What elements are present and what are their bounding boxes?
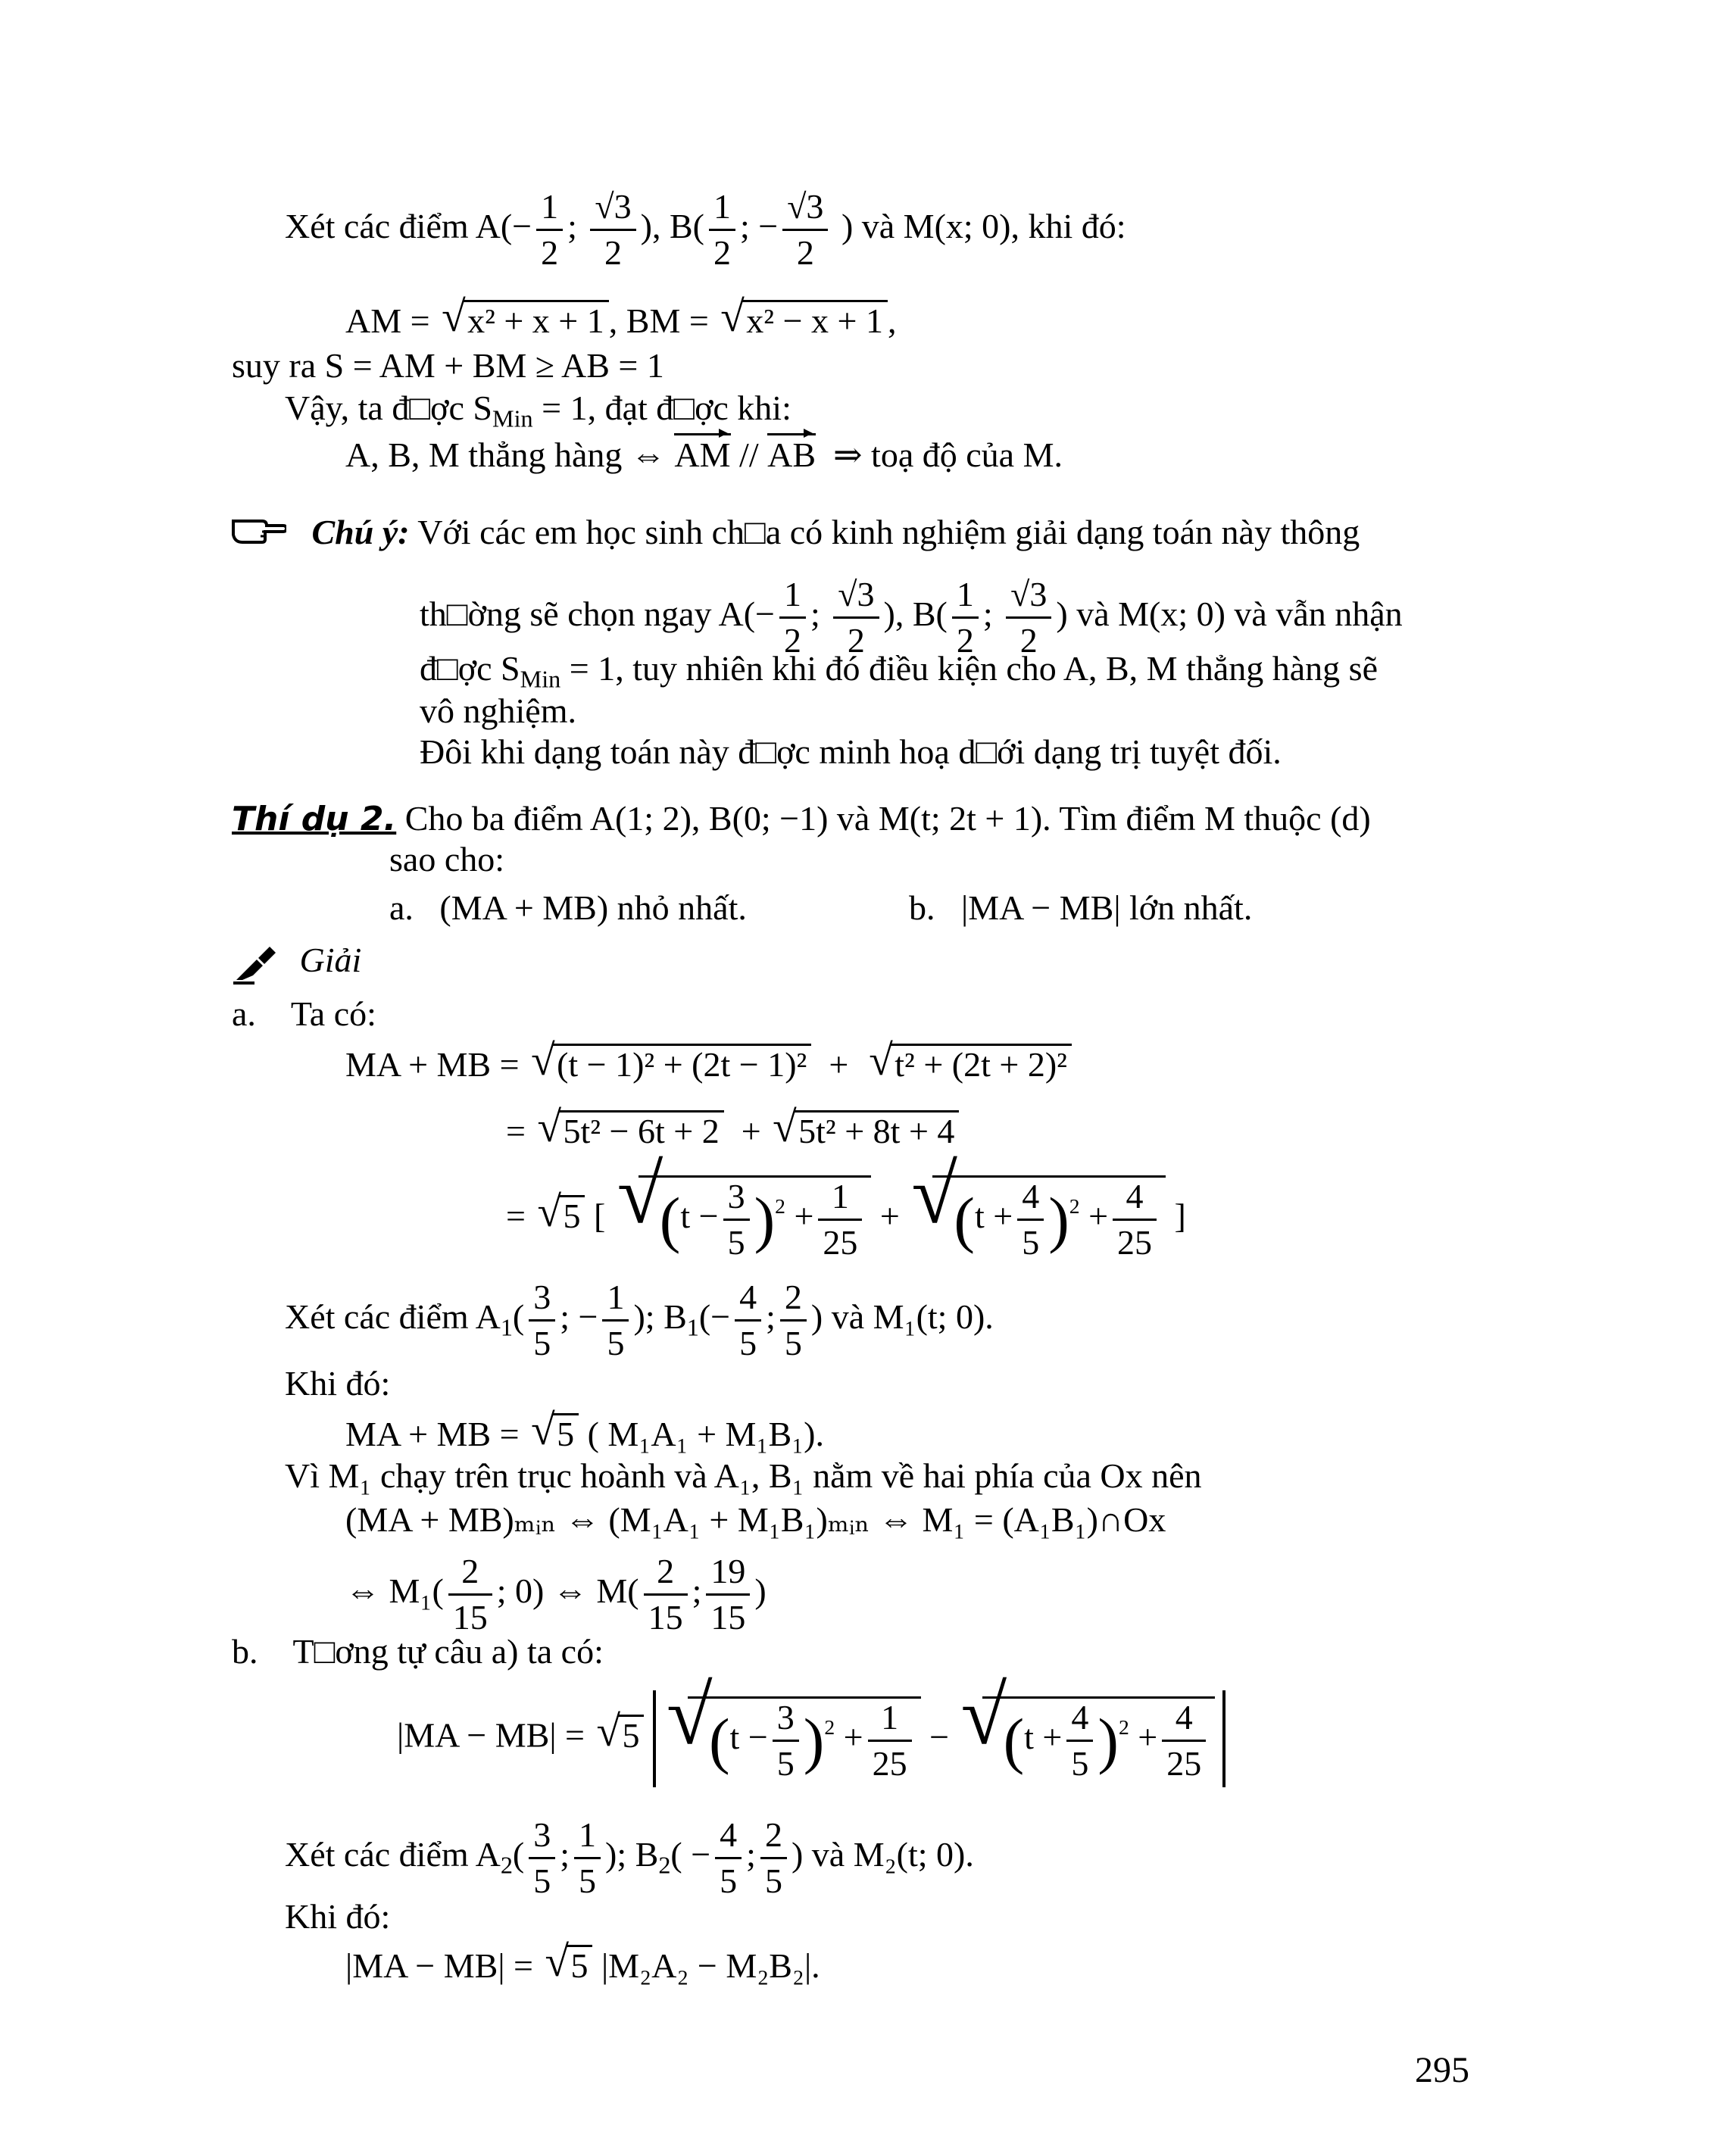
equation-8: |MA − MB| = √ 5 |M₂A₂ − M₂B₂|. — [345, 1938, 820, 1986]
example2-options: a. (MA + MB) nhỏ nhất. — [389, 888, 747, 927]
example2-line2: sao cho: — [389, 840, 505, 878]
fraction: $\frac{1}{5}$ — [602, 1280, 629, 1361]
equation-3: = √ 5 [ √ (t − $\frac{3}{5}$ )$^2$ + $\frac{1}{25}$ + √ (t + $\frac{4}{5}$ )$^2$ + $\frac{4}{25}$ ] — [506, 1148, 1186, 1262]
points-a2-b2: Xét các điểm $A_2$( $\frac{3}{5}$ ; $\frac{1}{5}$ ); $B_2$( − $\frac{4}{5}$ ; $\frac{2}{5}$ ) và M₂(t; 0). — [285, 1815, 974, 1900]
sqrt: √ 5 — [596, 1715, 644, 1753]
note-line2: th□ờng sẽ chọn ngay A(− $\frac{1}{2}$ ; $\frac{√3}{2}$ ), B( $\frac{1}{2}$ ; $\frac{√3}{2}$ ) và M(x; 0) và vẫn nhận — [420, 575, 1403, 660]
fraction: $\frac{3}{5}$ — [529, 1818, 555, 1899]
sqrt: √ (t − 1)² + (2t − 1)² — [531, 1044, 811, 1082]
equation-5: (MA + MB)ₘᵢₙ ⇔ (M₁A₁ + M₁B₁)ₘᵢₙ ⇔ M₁ = (A₁B₁)∩Ox — [345, 1500, 1166, 1539]
sqrt: √ (t + $\frac{4}{5}$ )$^2$ + $\frac{4}{25}$ — [961, 1696, 1216, 1781]
note-line5: Đôi khi dạng toán này đ□ợc minh hoạ d□ới dạng trị tuyệt đối. — [420, 732, 1282, 771]
example-label: Thí dụ 2. — [232, 800, 397, 838]
khi-do-1: Khi đó: — [285, 1364, 391, 1403]
sqrt: √ t² + (2t + 2)² — [869, 1044, 1072, 1082]
equation-4: MA + MB = √ 5 ( M₁A₁ + M₁B₁). — [345, 1406, 824, 1454]
part1-line4: Vậy, ta đ□ợc $S_{Min} = 1$, đạt đ□ợc khi: — [285, 389, 792, 432]
fraction: $\frac{√3}{2}$ — [833, 577, 879, 658]
fraction: $\frac{4}{5}$ — [1017, 1179, 1044, 1260]
fraction: $\frac{4}{5}$ — [1066, 1700, 1093, 1781]
sqrt: √ 5t² − 6t + 2 — [537, 1110, 723, 1149]
sqrt: √ (t − $\frac{3}{5}$ )$^2$ + $\frac{1}{25}$ — [667, 1696, 921, 1781]
solution-heading: Giải — [232, 942, 361, 985]
example2-line1: Thí dụ 2. Cho ba điểm A(1; 2), B(0; −1) và M(t; 2t + 1). Tìm điểm M thuộc (d) — [232, 799, 1371, 838]
pointing-hand-icon — [232, 513, 286, 544]
fraction: $\frac{1}{2}$ — [536, 189, 563, 270]
sqrt: √ x² + x + 1 — [442, 300, 609, 339]
part1-line2: AM = √ x² + x + 1 , BM = √ x² − x + 1 , — [345, 293, 897, 341]
part1-line3: suy ra S = AM + BM ≥ AB = 1 — [232, 346, 664, 385]
sqrt: √ 5t² + 8t + 4 — [773, 1110, 959, 1149]
fraction: $\frac{√3}{2}$ — [590, 189, 635, 270]
points-a1-b1: Xét các điểm $A_1$( $\frac{3}{5}$ ; − $\frac{1}{5}$ ); $B_1(-$ $\frac{4}{5}$ ; $\frac{2}{5}$ ) và M₁(t; 0). — [285, 1278, 994, 1362]
page-number: 295 — [1415, 2050, 1469, 2090]
example2-option-b: b. |MA − MB| lớn nhất. — [909, 888, 1253, 927]
fraction: $\frac{4}{25}$ — [1162, 1700, 1206, 1781]
fraction: $\frac{4}{5}$ — [735, 1280, 761, 1361]
writing-hand-icon — [232, 942, 280, 985]
fraction: $\frac{1}{5}$ — [574, 1818, 601, 1899]
sqrt: √ (t + $\frac{4}{5}$ )$^2$ + $\frac{4}{25}$ — [911, 1175, 1166, 1260]
part1-line5: A, B, M thẳng hàng ⇔ AM // AB ⇒ toạ độ của M. — [345, 435, 1063, 474]
solution-a-intro: a. Ta có: — [232, 994, 376, 1033]
fraction: $\frac{4}{5}$ — [715, 1818, 742, 1899]
sqrt: √ x² − x + 1 — [720, 300, 888, 339]
fraction: $\frac{1}{25}$ — [818, 1179, 862, 1260]
sqrt: √ 5 — [531, 1413, 579, 1452]
fraction: $\frac{4}{25}$ — [1113, 1179, 1157, 1260]
since-line: Vì M₁ chạy trên trục hoành và A₁, B₁ nằm về hai phía của Ox nên — [285, 1456, 1202, 1495]
fraction: $\frac{3}{5}$ — [723, 1179, 750, 1260]
note-label: Chú ý: — [311, 513, 410, 551]
equation-7: |MA − MB| = √ 5 √ (t − $\frac{3}{5}$ )$^2$ + $\frac{1}{25}$ − √ (t + $\frac{4}{5}$ )$^2$ + $\frac{4}{25}$ — [397, 1690, 1226, 1787]
fraction: $\frac{1}{2}$ — [779, 577, 806, 658]
note-line4: vô nghiệm. — [420, 691, 576, 730]
khi-do-2: Khi đó: — [285, 1897, 391, 1936]
fraction: $\frac{√3}{2}$ — [782, 189, 828, 270]
fraction: $\frac{2}{15}$ — [448, 1554, 492, 1635]
fraction: $\frac{2}{5}$ — [760, 1818, 787, 1899]
absolute-value: √ (t − $\frac{3}{5}$ )$^2$ + $\frac{1}{25}$ − √ (t + $\frac{4}{5}$ )$^2$ + $\frac{4}{25}$ — [653, 1690, 1226, 1787]
note-line3: đ□ợc $S_{Min} = 1$, tuy nhiên khi đó điều kiện cho A, B, M thẳng hàng sẽ — [420, 649, 1378, 693]
fraction: $\frac{1}{2}$ — [952, 577, 979, 658]
equation-2: = √ 5t² − 6t + 2 + √ 5t² + 8t + 4 — [506, 1110, 959, 1149]
fraction: $\frac{3}{5}$ — [773, 1700, 799, 1781]
fraction: $\frac{1}{2}$ — [709, 189, 735, 270]
vector-ab: AB — [767, 435, 816, 474]
sqrt: √ 5 — [545, 1945, 592, 1983]
fraction: $\frac{3}{5}$ — [529, 1280, 555, 1361]
fraction: $\frac{√3}{2}$ — [1006, 577, 1051, 658]
solution-b-intro: b. T□ơng tự câu a) ta có: — [232, 1632, 604, 1671]
equation-6: ⇔ M₁( $\frac{2}{15}$ ; 0) ⇔ M( $\frac{2}{15}$ ; $\frac{19}{15}$ ) — [345, 1552, 767, 1637]
sqrt: √ 5 — [537, 1195, 585, 1234]
sqrt: √ (t − $\frac{3}{5}$ )$^2$ + $\frac{1}{25}$ — [617, 1175, 872, 1260]
fraction: $\frac{2}{15}$ — [644, 1554, 688, 1635]
fraction: $\frac{1}{25}$ — [868, 1700, 912, 1781]
note-line1: Chú ý: Với các em học sinh ch□a có kinh nghiệm giải dạng toán này thông — [232, 513, 1360, 550]
fraction: $\frac{19}{15}$ — [706, 1554, 750, 1635]
part1-line1: Xét các điểm A(− $\frac{1}{2}$ ; $\frac{√3}{2}$ ), B( $\frac{1}{2}$ ; − $\frac{√3}{2}$ ) và M(x; 0), khi đó: — [285, 187, 1126, 272]
vector-am: AM — [674, 435, 731, 474]
fraction: $\frac{2}{5}$ — [780, 1280, 807, 1361]
equation-1: MA + MB = √ (t − 1)² + (2t − 1)² + √ t² + (2t + 2)² — [345, 1044, 1072, 1082]
